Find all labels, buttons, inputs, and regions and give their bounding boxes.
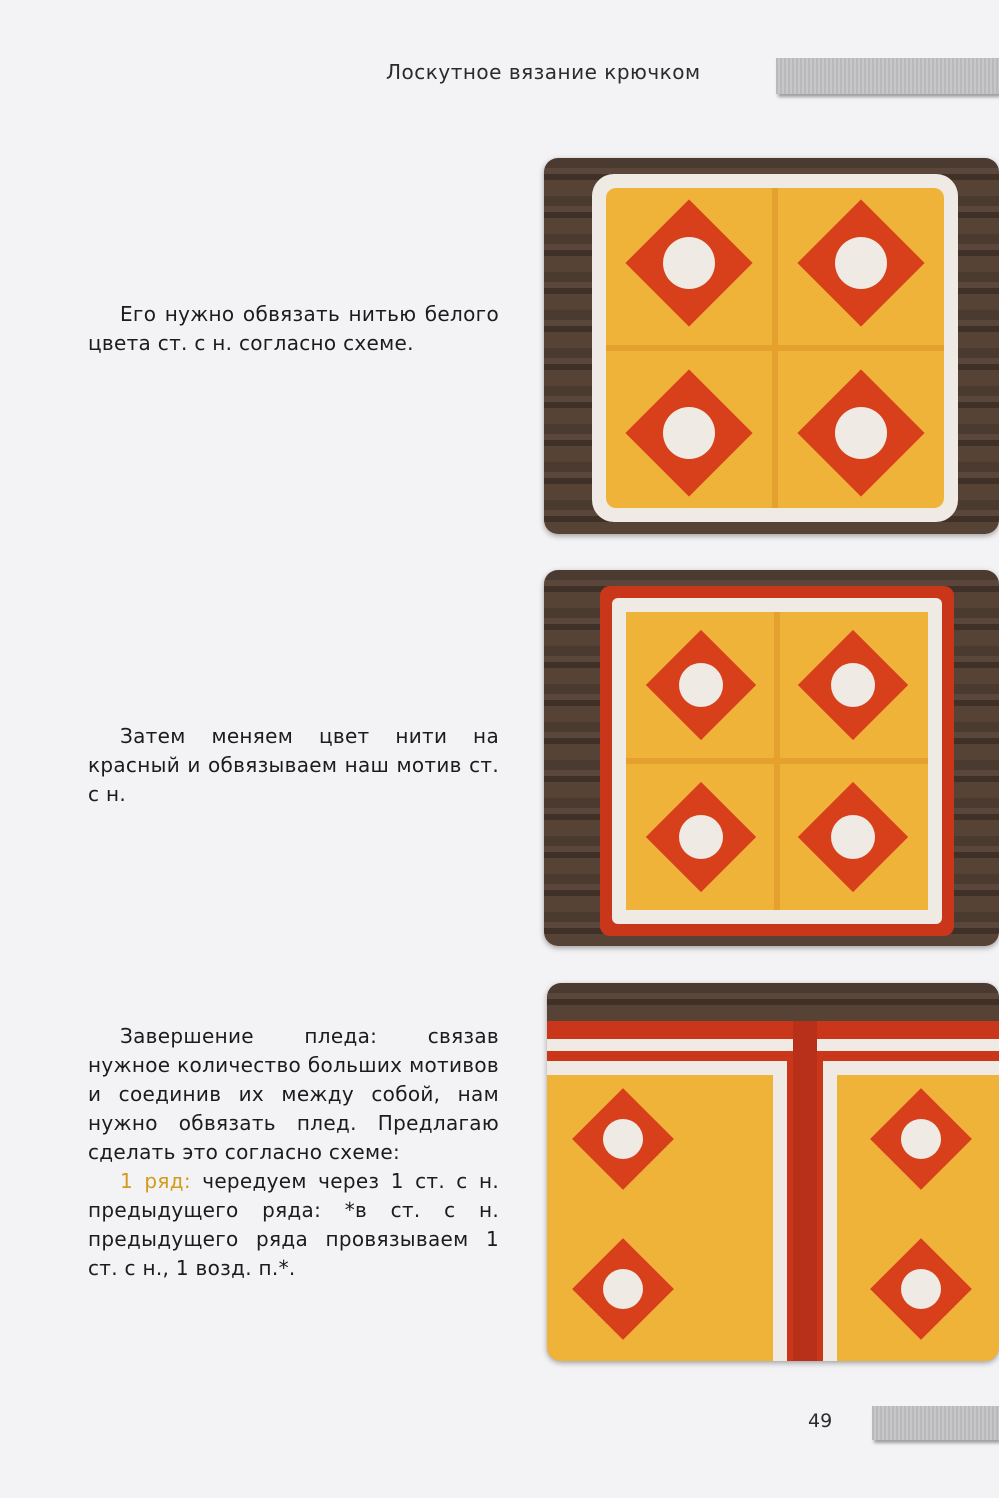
row-label: 1 ряд: [120, 1169, 191, 1193]
paragraph-2 [88, 722, 499, 809]
running-header: Лоскутное вязание крючком [386, 60, 701, 84]
paragraph-3 [88, 1022, 499, 1283]
photo-blanket-closeup [547, 983, 999, 1361]
page-number: 49 [808, 1410, 833, 1432]
paragraph-1 [88, 300, 499, 358]
footer-decor-bar [872, 1406, 999, 1440]
paragraph-2-text: Затем меняем цвет нити на красный и обвязываем наш мотив ст. с н. [88, 724, 499, 806]
header-decor-bar [776, 58, 999, 94]
row-instruction-text: чередуем через 1 ст. с н. предыдущего ряда: *в ст. с н. предыдущего ряда провязываем 1 ст. с н., 1 возд. п.*. [88, 1169, 499, 1280]
row-instruction [88, 1167, 499, 1283]
photo-square-white-border [544, 158, 999, 534]
paragraph-3-text: Завершение пледа: связав нужное количество больших мотивов и соединив их между собой, нам нужно обвязать плед. Предлагаю сделать это согласно схеме: [88, 1024, 499, 1164]
photo-square-red-border [544, 570, 999, 946]
paragraph-1-text: Его нужно обвязать нитью белого цвета ст. с н. согласно схеме. [88, 302, 499, 355]
